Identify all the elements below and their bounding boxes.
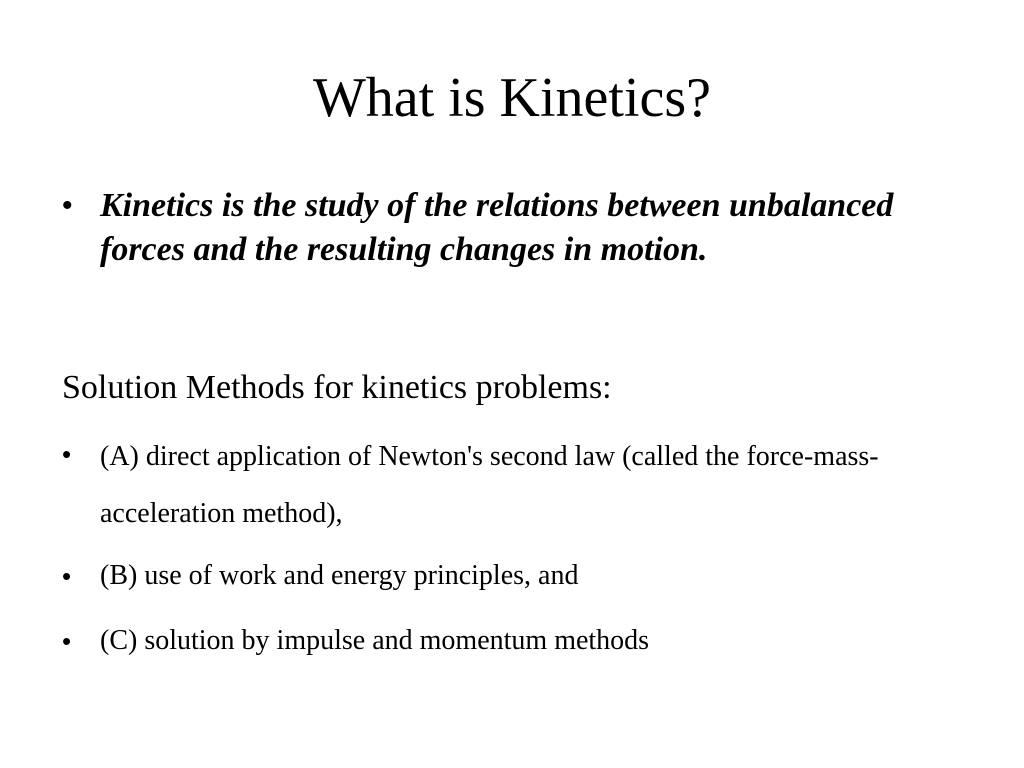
bullet-marker: • [62, 189, 73, 222]
method-item-c [62, 621, 942, 661]
bullet-marker: • [62, 439, 72, 469]
bullet-marker: • [62, 626, 72, 656]
method-item-a [62, 428, 942, 542]
slide-title: What is Kinetics? [312, 67, 712, 129]
definition-text: Kinetics is the study of the relations between unbalanced forces and the resulting changes in motion. [100, 187, 894, 268]
definition-bullet-item [62, 184, 942, 272]
bullet-marker: • [62, 561, 72, 591]
method-text-b: (B) use of work and energy principles, and [100, 560, 579, 591]
section-heading: Solution Methods for kinetics problems: [62, 369, 612, 406]
method-item-b [62, 556, 942, 596]
method-text-a: (A) direct application of Newton's second law (called the force-mass-acceleration method), [100, 441, 879, 529]
method-text-c: (C) solution by impulse and momentum methods [100, 625, 650, 656]
